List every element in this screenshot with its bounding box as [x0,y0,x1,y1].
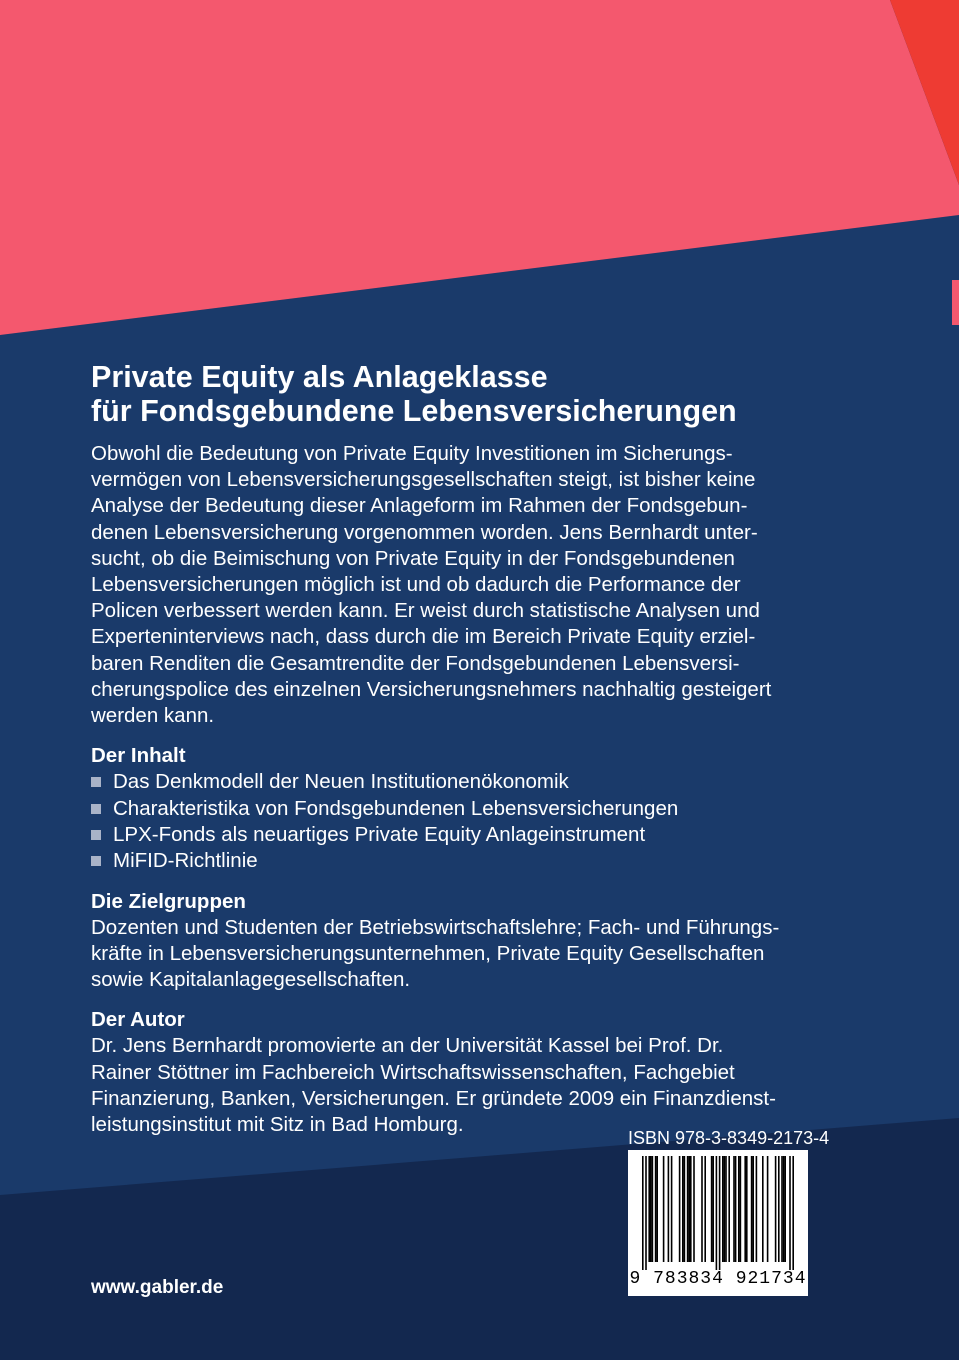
title-line: Private Equity als Anlageklasse [91,360,548,394]
description-line: Lebensversicherungen möglich ist und ob dadurch die Performance der [91,573,741,597]
barcode-bar [752,1156,754,1262]
barcode-bar [728,1156,730,1262]
barcode-bar [725,1156,727,1262]
description-line: sucht, ob die Beimischung von Private Equity in der Fondsgebundenen [91,546,735,570]
list-item [91,796,831,822]
barcode-bar [756,1156,758,1262]
barcode-bar [679,1156,681,1262]
zielgruppen-line: Dozenten und Studenten der Betriebswirtschaftslehre; Fach- und Führungs- [91,915,780,939]
barcode-bar [781,1156,783,1262]
square-bullet-icon [91,777,101,787]
barcode-bar [712,1156,714,1262]
barcode-bar [735,1156,737,1262]
square-bullet-icon [91,804,101,814]
autor-text [91,1033,831,1138]
barcode-bar [744,1156,746,1262]
description-line: denen Lebensversicherung vorgenommen worden. Jens Bernhardt unter- [91,520,758,544]
barcode-bar [690,1156,692,1262]
barcode-bar [789,1156,791,1270]
description-line: Analyse der Bedeutung dieser Anlageform im Rahmen der Fondsgebun- [91,494,748,518]
list-item [91,769,831,795]
list-item-text: LPX-Fonds als neuartiges Private Equity Anlageinstrument [113,823,646,847]
barcode-bar [783,1156,785,1262]
square-bullet-icon [91,856,101,866]
barcode-bar [733,1156,735,1262]
zielgruppen-line: sowie Kapitalanlagegesellschaften. [91,968,411,992]
barcode-bar [775,1156,777,1262]
list-item [91,822,831,848]
barcode-bar [650,1156,652,1262]
publisher-website: www.gabler.de [91,1277,224,1298]
barcode-bar [682,1156,684,1262]
barcode-bar [687,1156,689,1262]
barcode-bar [724,1156,726,1262]
barcode-bar [704,1156,706,1262]
autor-line: Dr. Jens Bernhardt promovierte an der Universität Kassel bei Prof. Dr. [91,1034,724,1058]
barcode-bar [656,1156,658,1262]
barcode-bar [701,1156,703,1262]
inhalt-heading: Der Inhalt [91,744,186,768]
description-line: werden kann. [91,704,215,728]
barcode-bar [792,1156,794,1270]
barcode-bar [642,1156,644,1270]
barcode-bar [652,1156,654,1262]
description-line: Policen verbessert werden kann. Er weist durch statistische Analysen und [91,599,760,623]
zielgruppen-heading: Die Zielgruppen [91,889,246,913]
barcode-bar [645,1156,647,1270]
barcode-bar [751,1156,753,1262]
barcode-bar [648,1156,650,1262]
barcode-bar [671,1156,673,1262]
title-line: für Fondsgebundene Lebensversicherungen [91,394,737,428]
barcode-bar [738,1156,740,1262]
barcode [628,1150,808,1296]
description-line: Obwohl die Bedeutung von Private Equity Investitionen im Sicherungs- [91,442,733,465]
barcode-bar [663,1156,665,1262]
barcode-bar [655,1156,657,1262]
barcode-bar [746,1156,748,1262]
square-bullet-icon [91,830,101,840]
zielgruppen-line: kräfte in Lebensversicherungsunternehmen, Private Equity Gesellschaften [91,942,765,966]
barcode-bar [711,1156,713,1262]
description-line: baren Renditen die Gesamtrendite der Fondsgebundenen Lebensversi- [91,651,740,675]
list-item [91,848,831,874]
list-item-text: Das Denkmodell der Neuen Institutionenökonomik [113,770,569,794]
barcode-bar [740,1156,742,1262]
autor-line: Finanzierung, Banken, Versicherungen. Er gründete 2009 ein Finanzdienst- [91,1086,776,1110]
autor-heading: Der Autor [91,1008,185,1032]
description [91,441,831,729]
pink-edge-marker [952,280,959,325]
description-line: cherungspolice des einzelnen Versicherungsnehmers nachhaltig gesteigert [91,677,772,701]
barcode-bar [693,1156,695,1262]
book-title [91,360,831,428]
zielgruppen-text [91,915,831,994]
list-item-text: Charakteristika von Fondsgebundenen Lebensversicherungen [113,796,679,820]
autor-line: Rainer Stöttner im Fachbereich Wirtschaftswissenschaften, Fachgebiet [91,1060,735,1084]
barcode-bar [716,1156,718,1270]
isbn-label: ISBN 978-3-8349-2173-4 [628,1128,830,1148]
list-item-text: MiFID-Richtlinie [113,849,258,873]
barcode-bar [762,1156,764,1262]
barcode-digits: 9 783834 921734 [629,1269,807,1289]
description-line: Experteninterviews nach, dass durch die im Bereich Private Equity erziel- [91,625,756,649]
barcode-bar [722,1156,724,1262]
autor-line: leistungsinstitut mit Sitz in Bad Homburg. [91,1113,464,1137]
description-line: vermögen von Lebensversicherungsgesellschaften steigt, ist bisher keine [91,468,756,492]
barcode-bar [784,1156,786,1262]
barcode-bar [684,1156,686,1262]
barcode-bar [767,1156,769,1262]
text-content [91,360,831,1138]
barcode-bar [778,1156,780,1262]
barcode-bar [688,1156,690,1262]
inhalt-list [91,769,831,875]
barcode-bar [668,1156,670,1262]
barcode-bar [719,1156,721,1270]
